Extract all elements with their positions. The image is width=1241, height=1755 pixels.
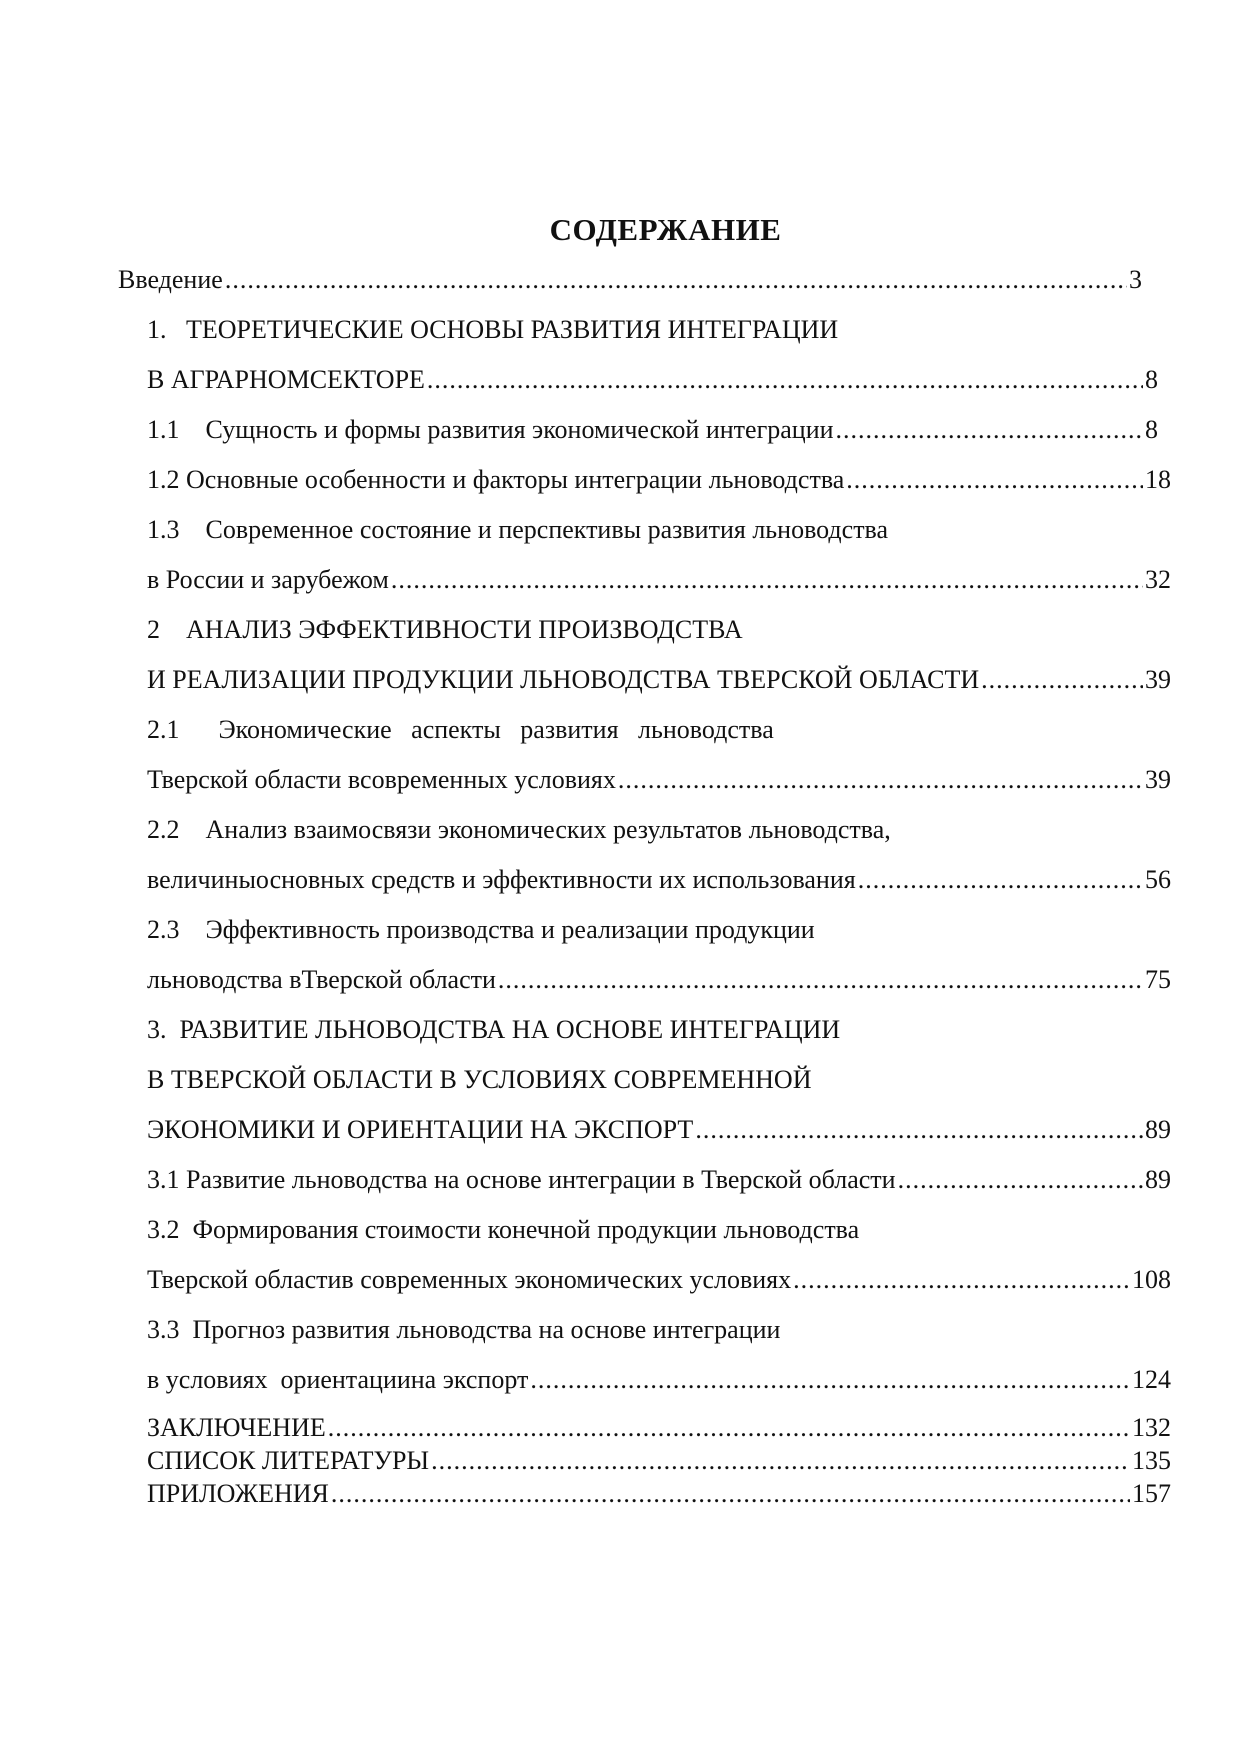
toc-entry-1-1[interactable] [147, 413, 1158, 447]
toc-chapter-1-line1: 1. ТЕОРЕТИЧЕСКИЕ ОСНОВЫ РАЗВИТИЯ ИНТЕГРАЦИИ [147, 315, 839, 344]
dot-leader [793, 1263, 1130, 1297]
toc-page-number: 89 [1145, 1115, 1171, 1144]
dot-leader [391, 563, 1143, 597]
toc-entry-chapter-1[interactable] [147, 363, 1158, 397]
dot-leader [618, 763, 1143, 797]
toc-chapter-3-line2: В ТВЕРСКОЙ ОБЛАСТИ В УСЛОВИЯХ СОВРЕМЕННОЙ [147, 1065, 812, 1094]
toc-entry-references[interactable] [147, 1444, 1171, 1478]
dot-leader [427, 363, 1143, 397]
toc-entry-text: И РЕАЛИЗАЦИИ ПРОДУКЦИИ ЛЬНОВОДСТВА ТВЕРСКОЙ ОБЛАСТИ [147, 665, 980, 694]
dot-leader [981, 663, 1143, 697]
toc-entry-intro[interactable] [118, 263, 1142, 297]
dot-leader [225, 263, 1127, 297]
toc-entry-text: ПРИЛОЖЕНИЯ [147, 1479, 329, 1508]
toc-page-number: 39 [1145, 765, 1171, 794]
toc-page-number: 56 [1145, 865, 1171, 894]
toc-entry-2-3[interactable] [147, 963, 1171, 997]
dot-leader [331, 1477, 1130, 1511]
toc-entry-1-2[interactable] [147, 463, 1171, 497]
toc-page-number: 124 [1132, 1365, 1171, 1394]
dot-leader [328, 1411, 1130, 1445]
toc-entry-chapter-2[interactable] [147, 663, 1171, 697]
toc-entry-1-3[interactable] [147, 563, 1171, 597]
toc-entry-text: В АГРАРНОМСЕКТОРЕ [147, 365, 425, 394]
toc-page-number: 39 [1145, 665, 1171, 694]
toc-entry-text: Тверской области всовременных условиях [147, 765, 616, 794]
dot-leader [836, 413, 1143, 447]
toc-3-3-line1: 3.3 Прогноз развития льноводства на основе интеграции [147, 1315, 781, 1344]
toc-1-3-line1: 1.3 Современное состояние и перспективы развития льноводства [147, 515, 889, 544]
toc-entry-conclusion[interactable] [147, 1411, 1171, 1445]
toc-entry-text: Введение [118, 265, 223, 294]
toc-page-number: 157 [1132, 1479, 1171, 1508]
toc-entry-text: 1.1 Сущность и формы развития экономической интеграции [147, 415, 834, 444]
toc-page-number: 8 [1145, 365, 1158, 394]
toc-entry-text: Тверской областив современных экономических условиях [147, 1265, 792, 1294]
toc-page-number: 8 [1145, 415, 1158, 444]
toc-2-1-line1: 2.1 Экономические аспекты развития льноводства [147, 715, 774, 744]
toc-chapter-3-line1: 3. РАЗВИТИЕ ЛЬНОВОДСТВА НА ОСНОВЕ ИНТЕГРАЦИИ [147, 1015, 841, 1044]
toc-page-number: 108 [1132, 1265, 1171, 1294]
dot-leader [846, 463, 1143, 497]
toc-entry-text: в условиях ориентациина экспорт [147, 1365, 529, 1394]
toc-entry-2-2[interactable] [147, 863, 1171, 897]
dot-leader [898, 1163, 1143, 1197]
toc-page-number: 3 [1129, 265, 1142, 294]
toc-entry-3-1[interactable] [147, 1163, 1171, 1197]
toc-entry-text: 3.1 Развитие льноводства на основе интеграции в Тверской области [147, 1165, 896, 1194]
toc-entry-text: 1.2 Основные особенности и факторы интеграции льноводства [147, 465, 845, 494]
toc-entry-3-2[interactable] [147, 1263, 1171, 1297]
toc-page-number: 75 [1145, 965, 1171, 994]
toc-entry-2-1[interactable] [147, 763, 1171, 797]
toc-page-number: 135 [1132, 1446, 1171, 1475]
toc-entry-text: величиныосновных средств и эффективности их использования [147, 865, 856, 894]
toc-entry-text: ЭКОНОМИКИ И ОРИЕНТАЦИИ НА ЭКСПОРТ [147, 1115, 694, 1144]
toc-chapter-2-line1: 2 АНАЛИЗ ЭФФЕКТИВНОСТИ ПРОИЗВОДСТВА [147, 615, 743, 644]
toc-3-2-line1: 3.2 Формирования стоимости конечной продукции льноводства [147, 1215, 860, 1244]
toc-page-number: 132 [1132, 1413, 1171, 1442]
dot-leader [695, 1113, 1143, 1147]
toc-entry-appendices[interactable] [147, 1477, 1171, 1511]
toc-page-number: 32 [1145, 565, 1171, 594]
toc-2-3-line1: 2.3 Эффективность производства и реализации продукции [147, 915, 815, 944]
toc-2-2-line1: 2.2 Анализ взаимосвязи экономических результатов льноводства, [147, 815, 891, 844]
dot-leader [530, 1363, 1130, 1397]
toc-entry-text: СПИСОК ЛИТЕРАТУРЫ [147, 1446, 430, 1475]
dot-leader [858, 863, 1143, 897]
toc-title: СОДЕРЖАНИЕ [549, 212, 782, 247]
dot-leader [431, 1444, 1130, 1478]
toc-page-number: 18 [1145, 465, 1171, 494]
toc-entry-chapter-3[interactable] [147, 1113, 1171, 1147]
toc-entry-text: в России и зарубежом [147, 565, 389, 594]
toc-entry-3-3[interactable] [147, 1363, 1171, 1397]
toc-entry-text: льноводства вТверской области [147, 965, 496, 994]
toc-page-number: 89 [1145, 1165, 1171, 1194]
toc-entry-text: ЗАКЛЮЧЕНИЕ [147, 1413, 326, 1442]
dot-leader [498, 963, 1143, 997]
